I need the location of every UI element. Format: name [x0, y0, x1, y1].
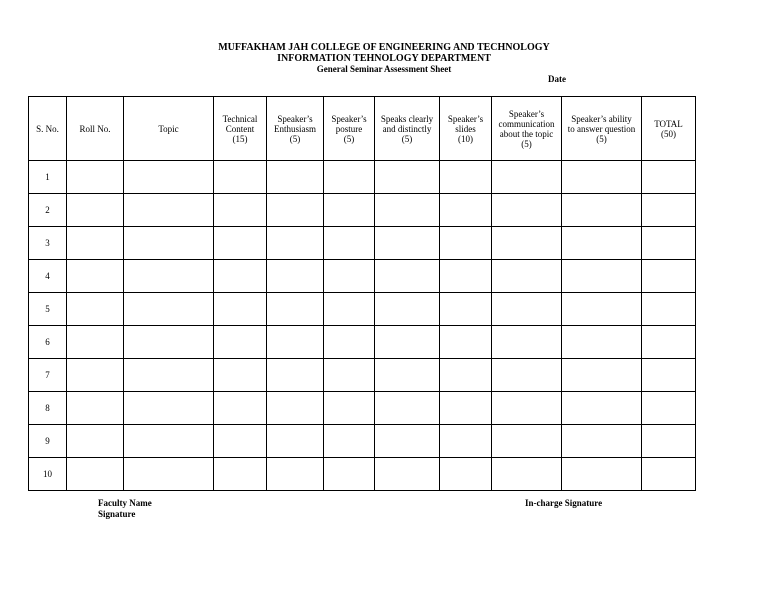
- table-row: [29, 227, 696, 260]
- entry-cell[interactable]: [124, 458, 214, 491]
- entry-cell[interactable]: [642, 293, 696, 326]
- entry-cell[interactable]: [562, 260, 642, 293]
- column-header-communication: Speaker’s communication about the topic (5): [492, 97, 562, 161]
- entry-cell[interactable]: [492, 359, 562, 392]
- entry-cell[interactable]: [124, 293, 214, 326]
- entry-cell[interactable]: [375, 260, 440, 293]
- column-header-slides: Speaker’s slides (10): [440, 97, 492, 161]
- entry-cell[interactable]: [562, 326, 642, 359]
- entry-cell[interactable]: [562, 227, 642, 260]
- table-row: [29, 293, 696, 326]
- entry-cell[interactable]: [440, 194, 492, 227]
- table-row: [29, 161, 696, 194]
- entry-cell[interactable]: [642, 194, 696, 227]
- entry-cell[interactable]: [642, 260, 696, 293]
- entry-cell[interactable]: [375, 392, 440, 425]
- entry-cell[interactable]: [67, 392, 124, 425]
- entry-cell[interactable]: [214, 161, 267, 194]
- entry-cell[interactable]: [214, 260, 267, 293]
- entry-cell[interactable]: [492, 425, 562, 458]
- incharge-signature-label: In-charge Signature: [525, 498, 603, 508]
- entry-cell[interactable]: [492, 161, 562, 194]
- entry-cell[interactable]: [124, 194, 214, 227]
- entry-cell[interactable]: [324, 227, 375, 260]
- entry-cell[interactable]: [214, 458, 267, 491]
- serial-number-cell: 2: [29, 194, 67, 227]
- serial-number-cell: 4: [29, 260, 67, 293]
- column-header-answer-question: Speaker’s ability to answer question (5): [562, 97, 642, 161]
- entry-cell[interactable]: [492, 194, 562, 227]
- entry-cell[interactable]: [642, 227, 696, 260]
- table-row: [29, 194, 696, 227]
- entry-cell[interactable]: [642, 458, 696, 491]
- entry-cell[interactable]: [375, 161, 440, 194]
- entry-cell[interactable]: [267, 260, 324, 293]
- serial-number-cell: 5: [29, 293, 67, 326]
- entry-cell[interactable]: [324, 458, 375, 491]
- entry-cell[interactable]: [375, 425, 440, 458]
- entry-cell[interactable]: [375, 293, 440, 326]
- date-label: Date: [548, 74, 566, 84]
- entry-cell[interactable]: [642, 326, 696, 359]
- entry-cell[interactable]: [267, 458, 324, 491]
- entry-cell[interactable]: [492, 392, 562, 425]
- entry-cell[interactable]: [214, 359, 267, 392]
- entry-cell[interactable]: [324, 392, 375, 425]
- entry-cell[interactable]: [492, 326, 562, 359]
- entry-cell[interactable]: [562, 458, 642, 491]
- entry-cell[interactable]: [267, 161, 324, 194]
- entry-cell[interactable]: [267, 194, 324, 227]
- entry-cell[interactable]: [214, 194, 267, 227]
- entry-cell[interactable]: [124, 161, 214, 194]
- assessment-table: [28, 96, 696, 491]
- entry-cell[interactable]: [375, 359, 440, 392]
- entry-cell[interactable]: [375, 326, 440, 359]
- faculty-block: [98, 498, 152, 520]
- table-row: [29, 260, 696, 293]
- entry-cell[interactable]: [562, 161, 642, 194]
- column-header-technical-content: Technical Content (15): [214, 97, 267, 161]
- entry-cell[interactable]: [67, 227, 124, 260]
- column-header-posture: Speaker’s posture (5): [324, 97, 375, 161]
- entry-cell[interactable]: [562, 359, 642, 392]
- serial-number-cell: 7: [29, 359, 67, 392]
- entry-cell[interactable]: [67, 425, 124, 458]
- entry-cell[interactable]: [67, 458, 124, 491]
- faculty-signature-label: Signature: [98, 509, 136, 519]
- column-header-topic: Topic: [124, 97, 214, 161]
- entry-cell[interactable]: [440, 392, 492, 425]
- entry-cell[interactable]: [124, 326, 214, 359]
- entry-cell[interactable]: [562, 392, 642, 425]
- sheet-title: General Seminar Assessment Sheet: [316, 64, 452, 74]
- entry-cell[interactable]: [124, 260, 214, 293]
- entry-cell[interactable]: [267, 326, 324, 359]
- table-row: [29, 359, 696, 392]
- entry-cell[interactable]: [124, 425, 214, 458]
- entry-cell[interactable]: [267, 392, 324, 425]
- entry-cell[interactable]: [267, 425, 324, 458]
- entry-cell[interactable]: [124, 359, 214, 392]
- entry-cell[interactable]: [324, 425, 375, 458]
- serial-number-cell: 6: [29, 326, 67, 359]
- column-header-enthusiasm: Speaker’s Enthusiasm (5): [267, 97, 324, 161]
- entry-cell[interactable]: [440, 359, 492, 392]
- column-header-total: TOTAL (50): [642, 97, 696, 161]
- column-header-sno: S. No.: [29, 97, 67, 161]
- entry-cell[interactable]: [124, 392, 214, 425]
- entry-cell[interactable]: [67, 326, 124, 359]
- table-row: [29, 458, 696, 491]
- entry-cell[interactable]: [492, 227, 562, 260]
- entry-cell[interactable]: [562, 293, 642, 326]
- column-header-speaks-clearly: Speaks clearly and distinctly (5): [375, 97, 440, 161]
- entry-cell[interactable]: [214, 425, 267, 458]
- entry-cell[interactable]: [324, 161, 375, 194]
- entry-cell[interactable]: [440, 227, 492, 260]
- entry-cell[interactable]: [324, 260, 375, 293]
- entry-cell[interactable]: [267, 293, 324, 326]
- entry-cell[interactable]: [440, 326, 492, 359]
- faculty-name-label: Faculty Name: [98, 498, 152, 508]
- column-header-roll-no: Roll No.: [67, 97, 124, 161]
- header-row: [29, 97, 696, 161]
- entry-cell[interactable]: [562, 194, 642, 227]
- entry-cell[interactable]: [375, 194, 440, 227]
- entry-cell[interactable]: [324, 293, 375, 326]
- entry-cell[interactable]: [440, 161, 492, 194]
- entry-cell[interactable]: [67, 359, 124, 392]
- table-row: [29, 392, 696, 425]
- entry-cell[interactable]: [324, 326, 375, 359]
- serial-number-cell: 10: [29, 458, 67, 491]
- serial-number-cell: 8: [29, 392, 67, 425]
- entry-cell[interactable]: [67, 260, 124, 293]
- entry-cell[interactable]: [67, 293, 124, 326]
- table-row: [29, 425, 696, 458]
- entry-cell[interactable]: [324, 194, 375, 227]
- entry-cell[interactable]: [124, 227, 214, 260]
- serial-number-cell: 9: [29, 425, 67, 458]
- entry-cell[interactable]: [440, 293, 492, 326]
- entry-cell[interactable]: [214, 392, 267, 425]
- entry-cell[interactable]: [440, 260, 492, 293]
- entry-cell[interactable]: [440, 425, 492, 458]
- entry-cell[interactable]: [492, 458, 562, 491]
- serial-number-cell: 3: [29, 227, 67, 260]
- entry-cell[interactable]: [642, 392, 696, 425]
- entry-cell[interactable]: [492, 260, 562, 293]
- entry-cell[interactable]: [562, 425, 642, 458]
- entry-cell[interactable]: [67, 194, 124, 227]
- serial-number-cell: 1: [29, 161, 67, 194]
- entry-cell[interactable]: [214, 293, 267, 326]
- entry-cell[interactable]: [267, 227, 324, 260]
- entry-cell[interactable]: [642, 359, 696, 392]
- college-name: MUFFAKHAM JAH COLLEGE OF ENGINEERING AND TECHNOLOGY: [218, 42, 550, 53]
- entry-cell[interactable]: [642, 161, 696, 194]
- entry-cell[interactable]: [67, 161, 124, 194]
- entry-cell[interactable]: [214, 326, 267, 359]
- entry-cell[interactable]: [214, 227, 267, 260]
- entry-cell[interactable]: [375, 458, 440, 491]
- entry-cell[interactable]: [267, 359, 324, 392]
- entry-cell[interactable]: [492, 293, 562, 326]
- entry-cell[interactable]: [324, 359, 375, 392]
- table-row: [29, 326, 696, 359]
- entry-cell[interactable]: [440, 458, 492, 491]
- entry-cell[interactable]: [642, 425, 696, 458]
- department-name: INFORMATION TEHNOLOGY DEPARTMENT: [277, 53, 491, 64]
- entry-cell[interactable]: [375, 227, 440, 260]
